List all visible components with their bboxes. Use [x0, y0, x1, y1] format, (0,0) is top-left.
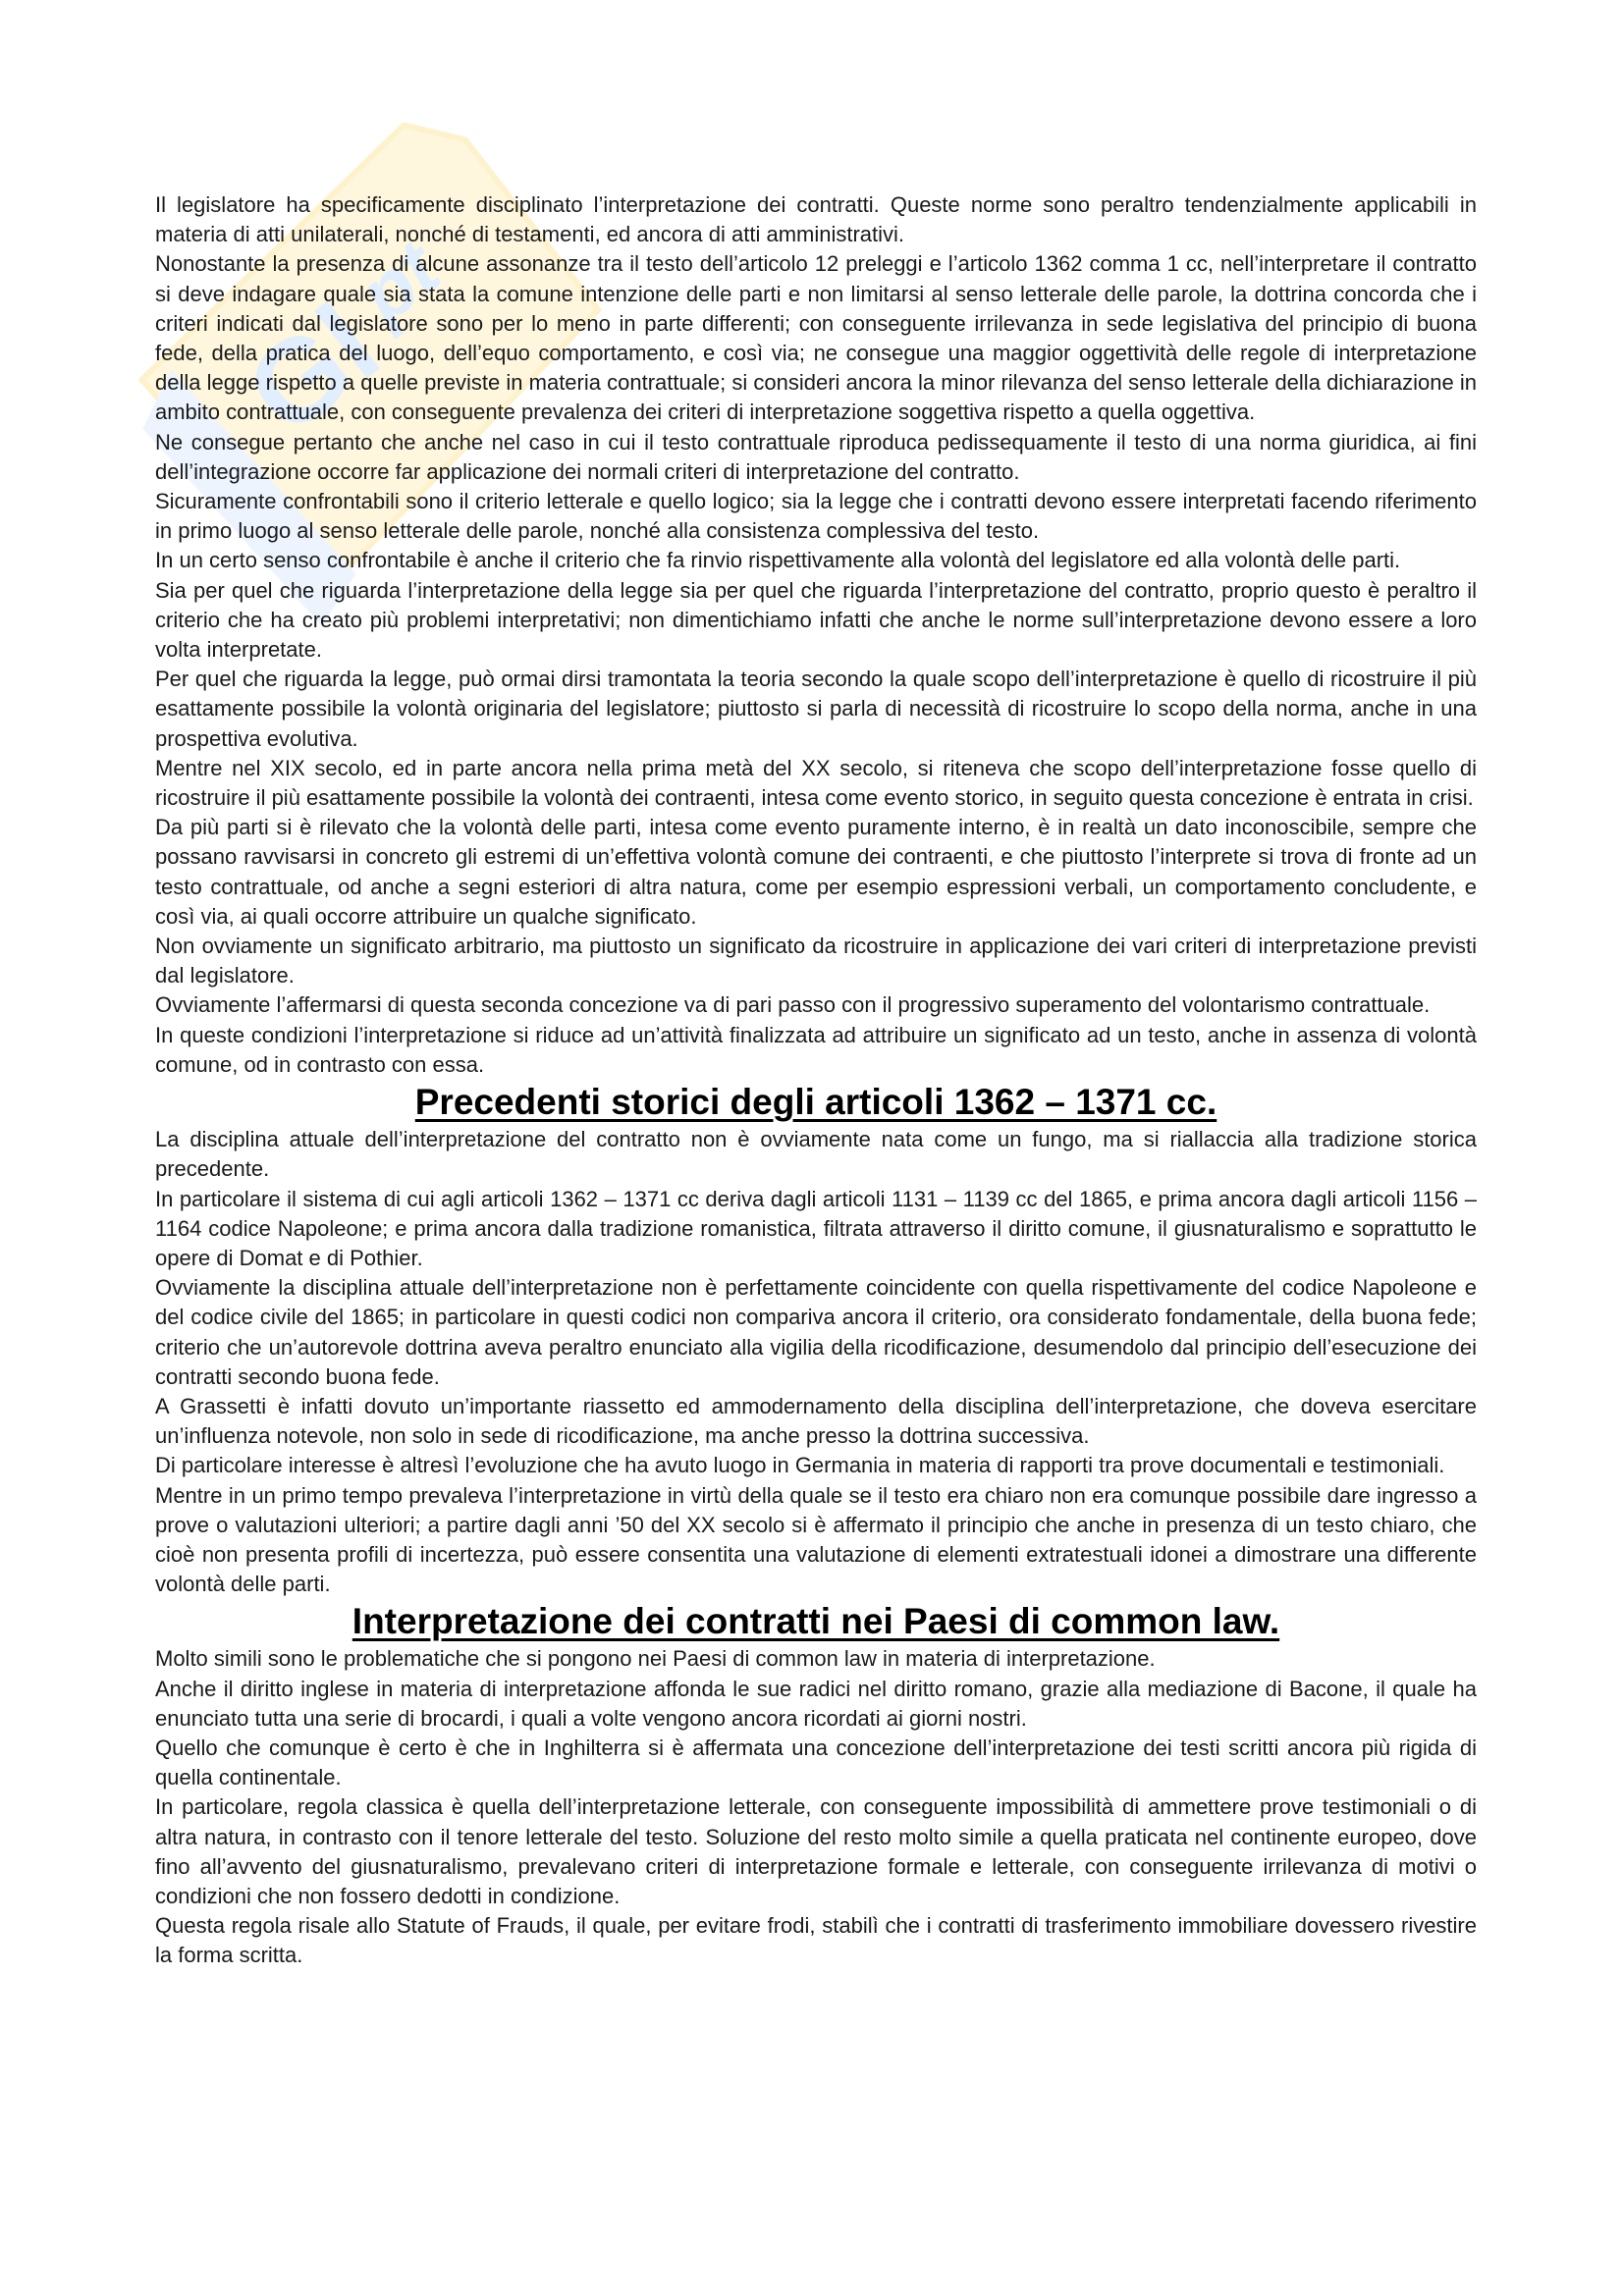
section-historical-precedents — [155, 1080, 1477, 1599]
paragraph: Molto simili sono le problematiche che si pongono nei Paesi di common law in materia di interpretazione. — [155, 1646, 1156, 1672]
document-page — [155, 190, 1477, 1971]
paragraph: Questa regola risale allo Statute of Frauds, il quale, per evitare frodi, stabilì che i contratti di trasferimento immobiliare dovessero rivestire la forma scritta. — [155, 1913, 1477, 1968]
paragraph: Nonostante la presenza di alcune assonanze tra il testo dell’articolo 12 preleggi e l’articolo 1362 comma 1 cc, nell’interpretare il contratto si deve indagare quale sia stata la comune intenzione delle parti e non limitarsi al senso letterale delle parole, la dottrina concorda che i criteri indicati dal legislatore sono per lo meno in parte differenti; con conseguente irrilevanza in sede legislativa del principio di buona fede, della pratica del luogo, dell’equo comportamento, e così via; ne consegue una maggior oggettività delle regole di interpretazione della legge rispetto a quelle previste in materia contrattuale; si consideri ancora la minor rilevanza del senso letterale della dichiarazione in ambito contrattuale, con conseguente prevalenza dei criteri di interpretazione soggettiva rispetto a quella oggettiva. — [155, 251, 1477, 425]
section-common-law — [155, 1599, 1477, 1970]
paragraph: Quello che comunque è certo è che in Inghilterra si è affermata una concezione dell’interpretazione dei testi scritti ancora più rigida di quella continentale. — [155, 1735, 1477, 1790]
section-heading: Precedenti storici degli articoli 1362 – 1371 cc. — [414, 1082, 1217, 1123]
paragraph: Anche il diritto inglese in materia di interpretazione affonda le sue radici nel diritto romano, grazie alla mediazione di Bacone, il quale ha enunciato tutta una serie di brocardi, i quali a volte vengono ancora ricordati ai giorni nostri. — [155, 1676, 1477, 1731]
paragraph: Il legislatore ha specificamente disciplinato l’interpretazione dei contratti. Queste norme sono peraltro tendenzialmente applicabili in materia di atti unilaterali, nonché di testamenti, ed ancora di atti amministrativi. — [155, 192, 1477, 247]
paragraph: Da più parti si è rilevato che la volontà delle parti, intesa come evento puramente interno, è in realtà un dato inconoscibile, sempre che possano ravvisarsi in concreto gli estremi di un’effettiva volontà comune dei contraenti, e che piuttosto l’interprete si trova di fronte ad un testo contrattuale, od anche a segni esteriori di altra natura, come per esempio espressioni verbali, un comportamento concludente, e così via, ai quali occorre attribuire un qualche significato. — [155, 815, 1477, 929]
paragraph: In particolare il sistema di cui agli articoli 1362 – 1371 cc deriva dagli articoli 1131 – 1139 cc del 1865, e prima ancora dagli articoli 1156 – 1164 codice Napoleone; e prima ancora dalla tradizione romanistica, filtrata attraverso il diritto comune, il giusnaturalismo e soprattutto le opere di Domat e di Pothier. — [155, 1186, 1477, 1270]
paragraph: La disciplina attuale dell’interpretazione del contratto non è ovviamente nata come un fungo, ma si riallaccia alla tradizione storica precedente. — [155, 1127, 1477, 1182]
section-intro — [155, 190, 1477, 1080]
paragraph: Sia per quel che riguarda l’interpretazione della legge sia per quel che riguarda l’interpretazione del contratto, proprio questo è peraltro il criterio che ha creato più problemi interpretativi; non dimentichiamo infatti che anche le norme sull’interpretazione devono essere a loro volta interpretate. — [155, 577, 1477, 663]
paragraph: Non ovviamente un significato arbitrario, ma piuttosto un significato da ricostruire in applicazione dei vari criteri di interpretazione previsti dal legislatore. — [155, 934, 1477, 988]
paragraph: In particolare, regola classica è quella dell’interpretazione letterale, con conseguente impossibilità di ammettere prove testimoniali o di altra natura, in contrasto con il tenore letterale del testo. Soluzione del resto molto simile a quella praticata nel continente europeo, dove fino all’avvento del giusnaturalismo, prevalevano criteri di interpretazione formale e letterale, con conseguente irrilevanza di motivi o condizioni che non fossero dedotti in condizione. — [155, 1794, 1477, 1908]
paragraph: Mentre nel XIX secolo, ed in parte ancora nella prima metà del XX secolo, si riteneva che scopo dell’interpretazione fosse quello di ricostruire il più esattamente possibile la volontà dei contraenti, intesa come evento storico, in seguito questa concezione è entrata in crisi. — [155, 755, 1477, 811]
paragraph: Sicuramente confrontabili sono il criterio letterale e quello logico; sia la legge che i contratti devono essere interpretati facendo riferimento in primo luogo al senso letterale delle parole, nonché alla consistenza complessiva del testo. — [155, 489, 1477, 544]
paragraph: In un certo senso confrontabile è anche il criterio che fa rinvio rispettivamente alla volontà del legislatore ed alla volontà delle parti. — [155, 548, 1401, 573]
svg-text:Gl: Gl — [223, 279, 403, 460]
paragraph: In queste condizioni l’interpretazione si riduce ad un’attività finalizzata ad attribuire un significato ad un testo, anche in assenza di volontà comune, od in contrasto con essa. — [155, 1022, 1477, 1077]
section-heading: Interpretazione dei contratti nei Paesi di common law. — [352, 1601, 1280, 1642]
paragraph: A Grassetti è infatti dovuto un’importante riassetto ed ammodernamento della disciplina dell’interpretazione, che doveva esercitare un’influenza notevole, non solo in sede di ricodificazione, ma anche presso la dottrina successiva. — [155, 1393, 1477, 1449]
paragraph: Ovviamente l’affermarsi di questa seconda concezione va di pari passo con il progressivo superamento del volontarismo contrattuale. — [155, 992, 1431, 1018]
paragraph: Di particolare interesse è altresì l’evoluzione che ha avuto luogo in Germania in materia di rapporti tra prove documentali e testimoniali. — [155, 1453, 1445, 1478]
svg-text:pt: pt — [343, 224, 456, 340]
paragraph: Per quel che riguarda la legge, può ormai dirsi tramontata la teoria secondo la quale scopo dell’interpretazione è quello di ricostruire il più esattamente possibile la volontà originaria del legislatore; piuttosto si parla di necessità di ricostruire lo scopo della norma, anche in una prospettiva evolutiva. — [155, 667, 1477, 751]
paragraph: Ovviamente la disciplina attuale dell’interpretazione non è perfettamente coincidente con quella rispettivamente del codice Napoleone e del codice civile del 1865; in particolare in questi codici non compariva ancora il criterio, ora considerato fondamentale, della buona fede; criterio che un’autorevole dottrina aveva peraltro enunciato alla vigilia della ricodificazione, desumendolo dal principio dell’esecuzione dei contratti secondo buona fede. — [155, 1275, 1477, 1389]
paragraph: Mentre in un primo tempo prevaleva l’interpretazione in virtù della quale se il testo era chiaro non era comunque possibile dare ingresso a prove o valutazioni ulteriori; a partire dagli anni ’50 del XX secolo si è affermato il principio che anche in presenza di un testo chiaro, che cioè non presenta profili di incertezza, può essere consentita una valutazione di elementi extratestuali idonei a dimostrare una differente volontà delle parti. — [155, 1482, 1477, 1597]
paragraph: Ne consegue pertanto che anche nel caso in cui il testo contrattuale riproduca pedissequamente il testo di una norma giuridica, ai fini dell’integrazione occorre far applicazione dei normali criteri di interpretazione del contratto. — [155, 429, 1477, 484]
